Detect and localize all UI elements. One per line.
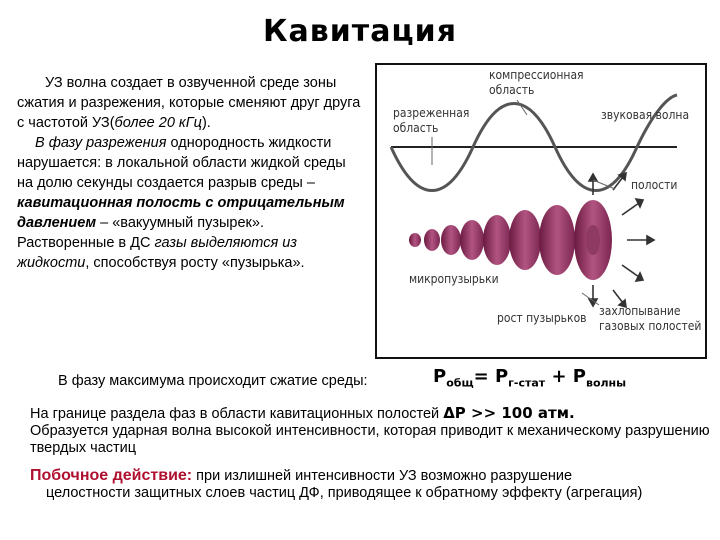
bubble-6	[509, 210, 541, 270]
label-bubble-growth: рост пузырьков	[497, 311, 587, 325]
side-effect-text-b: целостности защитных слоев частиц ДФ, приводящее к обратному эффекту (агрегация)	[46, 485, 643, 501]
label-sound-wave: звуковая волна	[601, 108, 690, 122]
cavitation-diagram	[377, 65, 707, 359]
label-collapse-1: захлопывание	[599, 304, 681, 318]
formula-line	[58, 366, 718, 390]
bottom-line-1: На границе раздела фаз в области кавитационных полостей ΔР >> 100 атм.	[30, 404, 575, 422]
label-rarefied-1: разреженная	[393, 106, 470, 120]
bubble-8-core	[586, 225, 600, 255]
label-collapse-2: газовых полостей	[599, 319, 702, 333]
bubble-row	[409, 200, 612, 280]
paragraph-1: УЗ волна создает в озвученной среде зоны сжатия и разрежения, которые сменяют друг друга с частотой УЗ(более 20 кГц).	[17, 75, 361, 131]
pressure-formula: $Р_{общ}= Р_{г-стат} + Р_{волны}$	[433, 366, 627, 390]
bubble-3	[441, 225, 461, 255]
bubble-1	[409, 233, 421, 247]
label-compression-1: компрессионная	[489, 68, 584, 82]
bottom-text-block	[30, 405, 710, 457]
formula-intro: В фазу максимума происходит сжатие среды:	[58, 373, 368, 389]
side-effect-heading: Побочное действие:	[30, 467, 193, 484]
side-effect-text-a: при излишней интенсивности УЗ возможно разрушение	[192, 468, 573, 484]
label-rarefied-2: область	[393, 121, 439, 135]
delta-p: ΔР >> 100 атм.	[443, 404, 575, 422]
slide-title: Кавитация	[263, 14, 457, 49]
paragraph-2: В фазу разрежения однородность жидкости нарушается: в локальной области жидкой среды на долю секунды создается разрыв среды – кавитационная полость с отрицательным давлением – «вакуумный пузырек». Растворенные в ДС газы выделяются из жидкости, способствуя росту «пузырька».	[17, 135, 346, 271]
cavitation-figure	[375, 63, 707, 359]
bubble-4	[460, 220, 484, 260]
label-compression-2: область	[489, 83, 535, 97]
left-text-block	[17, 73, 362, 273]
side-effect-block	[30, 467, 710, 502]
label-cavities: полости	[631, 178, 678, 192]
bubble-7	[539, 205, 575, 275]
bubble-2	[424, 229, 440, 251]
bottom-line-2: Образуется ударная волна высокой интенсивности, которая приводит к механическому разрушению твердых частиц	[30, 423, 710, 456]
bubble-5	[483, 215, 511, 265]
label-microbubbles: микропузырьки	[409, 272, 499, 286]
